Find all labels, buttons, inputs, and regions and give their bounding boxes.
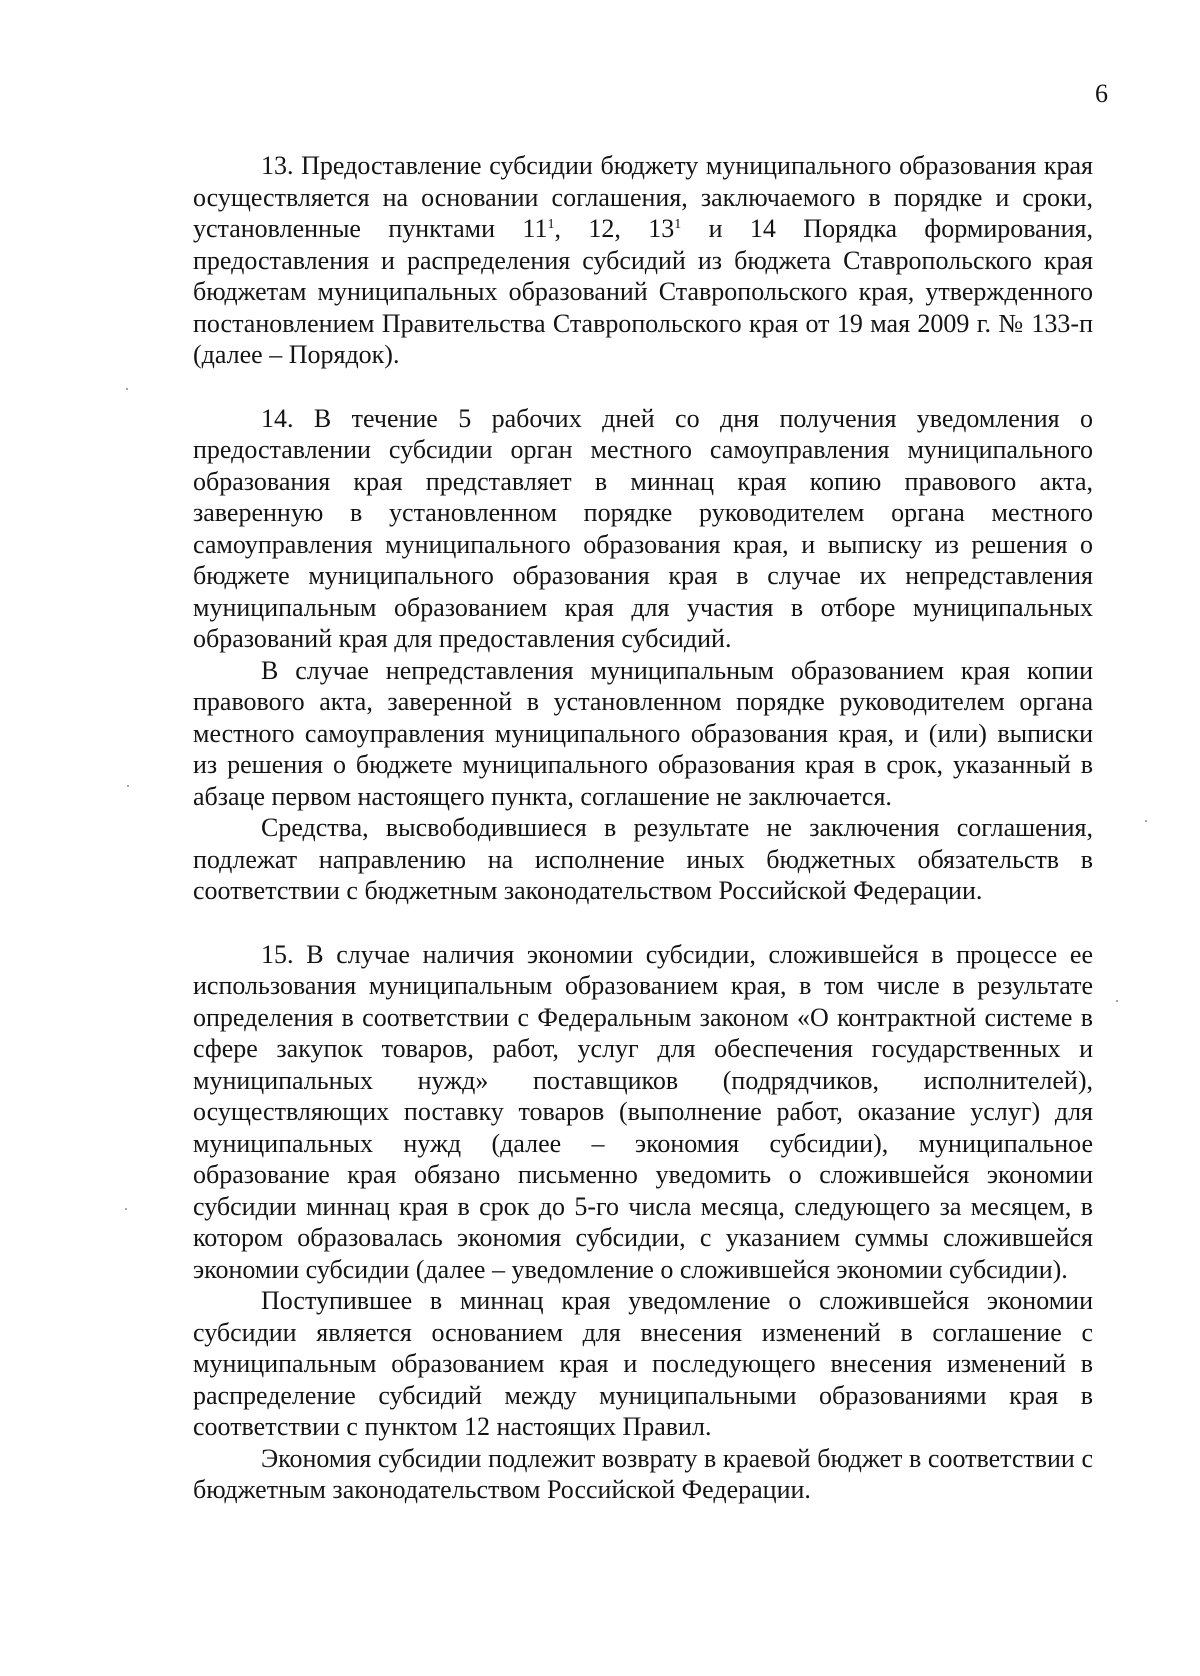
- paragraph-13-1-text-mid: , 12, 13: [554, 214, 675, 243]
- superscript-2: 1: [674, 217, 682, 232]
- section-13: [193, 150, 1093, 371]
- section-14: [193, 403, 1093, 907]
- scan-speck: [1145, 820, 1147, 822]
- paragraph-15-3: Экономия субсидии подлежит возврату в краевой бюджет в соответствии с бюджетным законодательством Российской Федерации.: [193, 1443, 1093, 1504]
- paragraph-14-1: 14. В течение 5 рабочих дней со дня получения уведомления о предоставлении субсидии орган местного самоуправления муниципального образования края представляет в миннац края копию правового акта, заверенную в установленном порядке руководителем органа местного самоуправления муниципального образования края, и выписку из решения о бюджете муниципального образования края в случае их непредставления муниципальным образованием края для участия в отборе муниципальных образований края для предоставления субсидий.: [193, 403, 1093, 653]
- scan-speck: [125, 1208, 127, 1210]
- paragraph-13-1-text-after: и 14 Порядка формирования, предоставления и распределения субсидий из бюджета Ставропольского края бюджетам муниципальных образований Ставропольского края, утвержденного постановлением Правительства Ставропольского края от 19 мая 2009 г. № 133-п (далее – Порядок).: [193, 214, 1093, 369]
- paragraph-15-2: Поступившее в миннац края уведомление о сложившейся экономии субсидии является основанием для внесения изменений в соглашение с муниципальным образованием края и последующего внесения изменений в распределение субсидий между муниципальными образованиями края в соответствии с пунктом 12 настоящих Правил.: [193, 1286, 1093, 1441]
- scan-speck: [1116, 1000, 1118, 1002]
- scan-speck: [126, 388, 128, 390]
- scan-speck: [127, 785, 129, 787]
- superscript-1: 1: [547, 217, 555, 232]
- section-15: [193, 939, 1093, 1506]
- paragraph-15-1: 15. В случае наличия экономии субсидии, сложившейся в процессе ее использования муниципальным образованием края, в том числе в результате определения в соответствии с Федеральным законом «О контрактной системе в сфере закупок товаров, работ, услуг для обеспечения государственных и муниципальных нужд» поставщиков (подрядчиков, исполнителей), осуществляющих поставку товаров (выполнение работ, оказание услуг) для муниципальных нужд (далее – экономия субсидии), муниципальное образование края обязано письменно уведомить о сложившейся экономии субсидии миннац края в срок до 5-го числа месяца, следующего за месяцем, в котором образовалась экономия субсидии, с указанием суммы сложившейся экономии субсидии (далее – уведомление о сложившейся экономии субсидии).: [193, 939, 1093, 1284]
- paragraph-14-2: В случае непредставления муниципальным образованием края копии правового акта, заверенной в установленном порядке руководителем органа местного самоуправления муниципального образования края, и (или) выписки из решения о бюджете муниципального образования края в срок, указанный в абзаце первом настоящего пункта, соглашение не заключается.: [193, 655, 1093, 811]
- page-number: 6: [1095, 79, 1108, 108]
- paragraph-13-1: [193, 150, 1093, 371]
- paragraph-13-1-text-before: 13. Предоставление субсидии бюджету муниципального образования края осуществляется на основании соглашения, заключаемого в порядке и сроки, установленные пунктами 11: [193, 151, 1093, 243]
- paragraph-14-3: Средства, высвободившиеся в результате не заключения соглашения, подлежат направлению на исполнение иных бюджетных обязательств в соответствии с бюджетным законодательством Российской Федерации.: [193, 813, 1093, 905]
- document-body: [193, 150, 1093, 1506]
